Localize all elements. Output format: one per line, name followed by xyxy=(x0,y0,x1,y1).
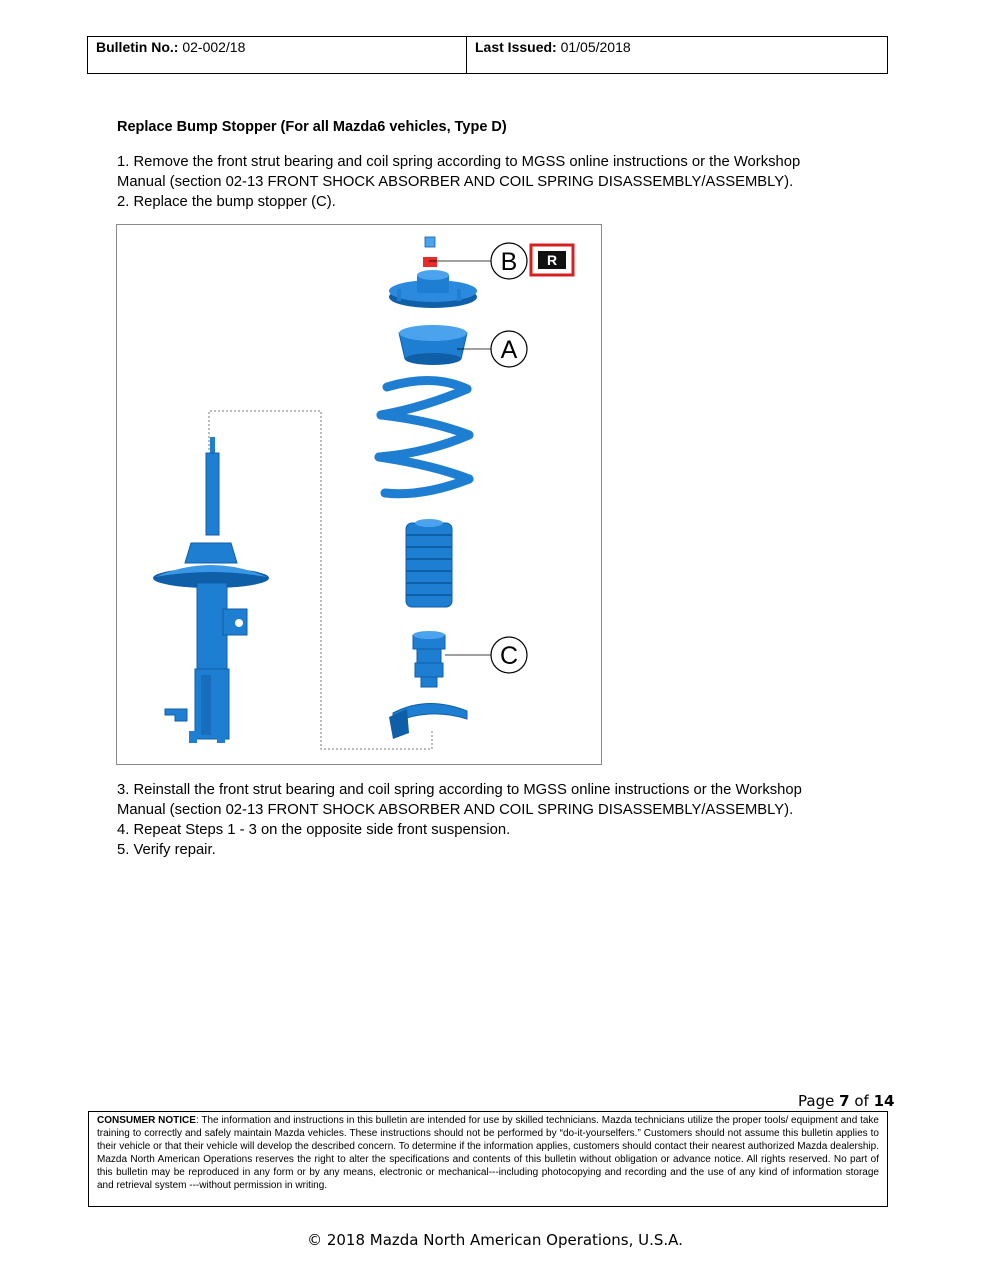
bulletin-number-cell xyxy=(88,37,467,73)
steps-after-figure xyxy=(117,780,802,860)
last-issued-value: 01/05/2018 xyxy=(560,39,631,55)
consumer-notice-label: CONSUMER NOTICE xyxy=(97,1115,196,1126)
page-number xyxy=(798,1092,894,1110)
section-title: Replace Bump Stopper (For all Mazda6 vehicles, Type D) xyxy=(117,119,507,135)
last-issued-label: Last Issued: xyxy=(475,39,557,55)
page-prefix: Page xyxy=(798,1092,835,1110)
strut-bearing-icon xyxy=(399,325,467,365)
strut-assembly-icon xyxy=(153,437,269,743)
page-total: 14 xyxy=(873,1092,895,1110)
step-line: 4. Repeat Steps 1 - 3 on the opposite side front suspension. xyxy=(117,822,511,838)
page-current: 7 xyxy=(839,1092,850,1110)
strut-mount-icon xyxy=(389,270,477,308)
dust-boot-icon xyxy=(406,519,452,607)
step-line: 1. Remove the front strut bearing and coil spring according to MGSS online instructions or the Workshop xyxy=(117,154,801,170)
callout-b xyxy=(491,243,527,279)
callout-a xyxy=(491,331,527,367)
step-line: 2. Replace the bump stopper (C). xyxy=(117,194,336,210)
consumer-notice-text: : The information and instructions in this bulletin are intended for use by skilled technicians. Mazda technicians utilize the proper tools/ equipment and take training to correctly and safely maintain Mazda vehicles. These instructions should not be performed by “do-it-yourselfers.” Customers should not assume this bulletin applies to their vehicle or that their vehicle will develop the described concern. To determine if the information applies, customers should contact their nearest authorized Mazda dealership. Mazda North American Operations reserves the right to alter the specifications and contents of this bulletin without obligation or advance notice. All rights reserved. No part of this bulletin may be reproduced in any form or by any means, electronic or mechanical---including photocopying and recording and the use of any kind of information storage and retrieval system ---without permission in writing. xyxy=(97,1115,879,1191)
consumer-notice xyxy=(88,1111,888,1207)
bulletin-number-label: Bulletin No.: xyxy=(96,39,179,55)
bulletin-header xyxy=(87,36,888,74)
step-line: 3. Reinstall the front strut bearing and coil spring according to MGSS online instructions or the Workshop xyxy=(117,782,802,798)
copyright-footer: © 2018 Mazda North American Operations, U.S.A. xyxy=(307,1231,683,1249)
spring-seat-icon xyxy=(389,703,467,739)
last-issued-cell xyxy=(467,37,887,73)
replace-badge-label: R xyxy=(546,252,558,268)
callout-a-label: A xyxy=(500,336,518,364)
replace-badge xyxy=(531,245,573,275)
strut-diagram-svg xyxy=(117,225,603,766)
callout-b-label: B xyxy=(500,248,518,276)
bulletin-number-value: 02-002/18 xyxy=(182,39,246,55)
callout-c xyxy=(491,637,527,673)
coil-spring-icon xyxy=(379,380,469,493)
strut-exploded-diagram xyxy=(116,224,602,765)
step-line: 5. Verify repair. xyxy=(117,842,216,858)
bump-stopper-icon xyxy=(413,631,445,687)
callout-c-label: C xyxy=(499,642,519,670)
step-line: Manual (section 02-13 FRONT SHOCK ABSORBER AND COIL SPRING DISASSEMBLY/ASSEMBLY). xyxy=(117,174,794,190)
page-of: of xyxy=(854,1092,869,1110)
step-line: Manual (section 02-13 FRONT SHOCK ABSORBER AND COIL SPRING DISASSEMBLY/ASSEMBLY). xyxy=(117,802,794,818)
steps-before-figure xyxy=(117,152,800,212)
upper-nut-icon xyxy=(423,237,437,267)
